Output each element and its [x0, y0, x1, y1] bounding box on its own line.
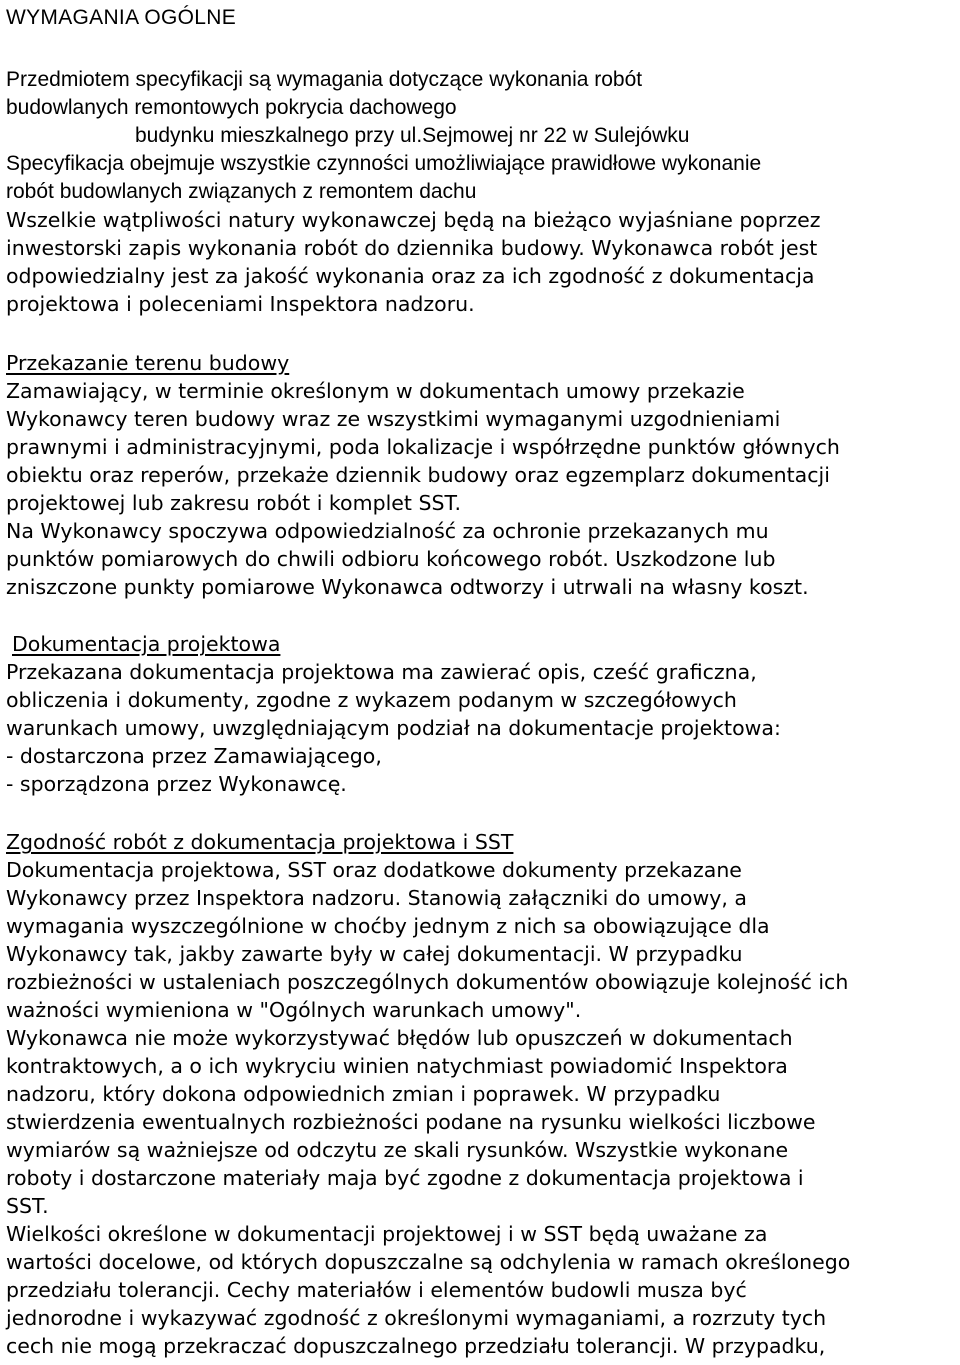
- section-line: wymiarów są ważniejsze od odczytu ze skali rysunków. Wszystkie wykonane: [6, 1138, 789, 1162]
- intro-line-part: Wykonawca robót jest: [584, 236, 818, 260]
- section-heading: Zgodność robót z dokumentacja projektowa i SST: [6, 830, 514, 854]
- intro-line: Przedmiotem specyfikacji są wymagania dotyczące wykonania robót: [6, 68, 643, 91]
- section-line: zniszczone punkty pomiarowe Wykonawca odtworzy i utrwali na własny koszt.: [6, 575, 809, 599]
- section-line: obliczenia i dokumenty, zgodne z wykazem podanym w szczegółowych: [6, 688, 737, 712]
- section-heading: Przekazanie terenu budowy: [6, 351, 290, 375]
- intro-paragraph-continued: [6, 206, 820, 318]
- section-line: Wykonawcy tak, jakby zawarte były w całej dokumentacji. W przypadku: [6, 942, 743, 966]
- section-line: wymagania wyszczególnione w choćby jednym z nich sa obowiązujące dla: [6, 914, 770, 938]
- intro-line: [6, 122, 761, 150]
- section-line: Wykonawca nie może wykorzystywać błędów lub opuszczeń w dokumentach: [6, 1026, 793, 1050]
- intro-line: budowlanych remontowych pokrycia dachowego: [6, 96, 457, 119]
- section-line: kontraktowych, a o ich wykryciu winien natychmiast powiadomić Inspektora: [6, 1054, 788, 1078]
- section-line: jednorodne i wykazywać zgodność z określonymi wymaganiami, a rozrzuty tych: [6, 1306, 827, 1330]
- section-line: prawnymi i administracyjnymi, poda lokalizacje i współrzędne punktów głównych: [6, 435, 840, 459]
- section-line: projektowej lub zakresu robót i komplet SST.: [6, 491, 462, 515]
- section-line: nadzoru, który dokona odpowiednich zmian i poprawek. W przypadku: [6, 1082, 721, 1106]
- section-line: rozbieżności w ustaleniach poszczególnych dokumentów obowiązuje kolejność ich: [6, 970, 849, 994]
- section-line: Zamawiający, w terminie określonym w dokumentach umowy przekazie: [6, 379, 745, 403]
- section-line: cech nie mogą przekraczać dopuszczalnego przedziału tolerancji. W przypadku,: [6, 1334, 826, 1358]
- section-line: Wykonawcy przez Inspektora nadzoru. Stanowią załączniki do umowy, a: [6, 886, 747, 910]
- section-line: Wykonawcy teren budowy wraz ze wszystkimi wymaganymi uzgodnieniami: [6, 407, 781, 431]
- section-line: wartości docelowe, od których dopuszczalne są odchylenia w ramach określonego: [6, 1250, 851, 1274]
- section-line: - dostarczona przez Zamawiającego,: [6, 744, 382, 768]
- section-line: przedziału tolerancji. Cechy materiałów i elementów budowli musza być: [6, 1278, 747, 1302]
- section-line: Na Wykonawcy spoczywa odpowiedzialność za ochronie przekazanych mu: [6, 519, 769, 543]
- section-heading: Dokumentacja projektowa: [12, 632, 281, 656]
- intro-line-part: inwestorski zapis wykonania robót do dziennika budowy.: [6, 236, 585, 260]
- section-line: punktów pomiarowych do chwili odbioru końcowego robót. Uszkodzone lub: [6, 547, 776, 571]
- intro-line-part: budynku mieszkalnego przy ul.: [135, 124, 423, 147]
- section-line: roboty i dostarczone materiały maja być zgodne z dokumentacja projektowa i: [6, 1166, 804, 1190]
- section-zgodnosc-robot: [6, 828, 850, 1360]
- intro-line: robót budowlanych związanych z remontem dachu: [6, 180, 477, 203]
- intro-line: odpowiedzialny jest za jakość wykonania oraz za ich zgodność z dokumentacja: [6, 264, 815, 288]
- intro-line: Wszelkie wątpliwości natury wykonawczej będą na bieżąco wyjaśniane poprzez: [6, 208, 821, 232]
- section-line: Wielkości określone w dokumentacji projektowej i w SST będą uważane za: [6, 1222, 768, 1246]
- intro-line: projektowa i poleceniami Inspektora nadzoru.: [6, 292, 475, 316]
- section-line: stwierdzenia ewentualnych rozbieżności podane na rysunku wielkości liczbowe: [6, 1110, 816, 1134]
- section-przekazanie-terenu: [6, 349, 840, 601]
- document-title: WYMAGANIA OGÓLNE: [6, 6, 237, 29]
- section-line: - sporządzona przez Wykonawcę.: [6, 772, 347, 796]
- section-line: warunkach umowy, uwzględniającym podział na dokumentacje projektowa:: [6, 716, 781, 740]
- intro-line: [6, 234, 820, 262]
- section-line: obiektu oraz reperów, przekaże dziennik budowy oraz egzemplarz dokumentacji: [6, 463, 830, 487]
- intro-line: Specyfikacja obejmuje wszystkie czynności umożliwiające prawidłowe wykonanie: [6, 152, 762, 175]
- section-dokumentacja-projektowa: [6, 630, 781, 798]
- section-line: Dokumentacja projektowa, SST oraz dodatkowe dokumenty przekazane: [6, 858, 742, 882]
- section-line: ważności wymieniona w "Ogólnych warunkach umowy".: [6, 998, 582, 1022]
- section-line: Przekazana dokumentacja projektowa ma zawierać opis, cześć graficzna,: [6, 660, 757, 684]
- intro-line-part: Sejmowej nr 22 w Sulejówku: [422, 124, 690, 147]
- intro-paragraph: [6, 66, 761, 206]
- section-line: SST.: [6, 1194, 49, 1218]
